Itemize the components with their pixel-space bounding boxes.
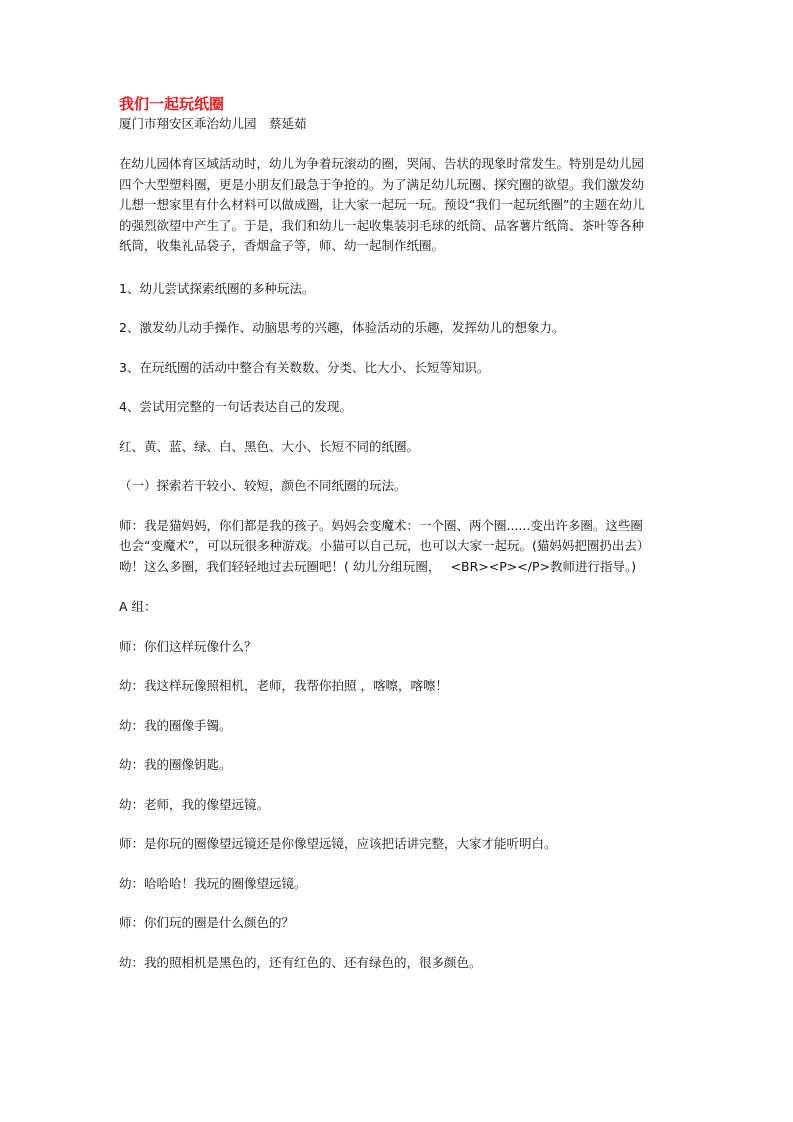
- dialogue-line: 幼：我这样玩像照相机，老师，我帮你拍照 ，喀嚓，喀嚓！: [119, 678, 448, 693]
- intro-line: 儿想一想家里有什么材料可以做成圈，让大家一起玩一玩。预设“我们一起玩纸圈”的主题在幼儿: [119, 197, 645, 212]
- goal-item-1: 1、幼儿尝试探索纸圈的多种玩法。: [119, 280, 315, 296]
- dialogue-line: 幼：我的照相机是黑色的，还有红色的、还有绿色的，很多颜色。: [119, 954, 482, 970]
- intro-line: 在幼儿园体育区域活动时，幼儿为争着玩滚动的圈，哭闹、告状的现象时常发生。特别是幼儿园: [119, 156, 645, 171]
- teacher-line: 也会“变魔术”，可以玩很多种游戏。小猫可以自己玩，也可以大家一起玩。(猫妈妈把圈扔出去）: [119, 538, 650, 553]
- section-heading: （一）探索若干较小、较短，颜色不同纸圈的玩法。: [119, 478, 407, 493]
- author-line: 厦门市翔安区乖治幼儿园 蔡延茹: [119, 116, 307, 131]
- teacher-paragraph: [119, 516, 679, 578]
- dialogue-line: 幼：老师，我的像望远镜。: [119, 796, 270, 812]
- materials-paragraph: 红、黄、蓝、绿、白、黑色、大小、长短不同的纸圈。: [119, 438, 420, 454]
- intro-line: 纸筒，收集礼品袋子，香烟盒子等，师、幼一起制作纸圈。: [119, 238, 445, 253]
- dialogue-line: 幼：我的圈像手镯。: [119, 717, 232, 733]
- dialogue-line: 幼：我的圈像钥匙。: [119, 757, 232, 772]
- document-title: 我们一起玩纸圈: [119, 95, 225, 113]
- intro-line: 的强烈欲望中产生了。于是，我们和幼儿一起收集装羽毛球的纸筒、品客薯片纸筒、茶叶等各种: [119, 217, 645, 233]
- dialogue-line: 幼：哈哈哈！我玩的圈像望远镜。: [119, 875, 307, 891]
- teacher-line: 呦！这么多圈，我们轻轻地过去玩圈吧！( 幼儿分组玩圈， <BR><P></P>教师进行指导。): [119, 558, 637, 574]
- dialogue-line: 师：是你玩的圈像望远镜还是你像望远镜，应该把话讲完整，大家才能听明白。: [119, 836, 557, 851]
- dialogue-line: 师：你们玩的圈是什么颜色的？: [119, 915, 295, 930]
- goal-item-3: 3、在玩纸圈的活动中整合有关数数、分类、比大小、长短等知识。: [119, 359, 490, 375]
- dialogue-line: 师：你们这样玩像什么？: [119, 638, 257, 654]
- group-label: A 组：: [119, 599, 157, 614]
- intro-paragraph: [119, 154, 679, 257]
- goal-item-2: 2、激发幼儿动手操作、动脑思考的兴趣，体验活动的乐趣，发挥幼儿的想象力。: [119, 320, 565, 335]
- document-content: [119, 94, 679, 992]
- teacher-line: 师：我是猫妈妈，你们都是我的孩子。妈妈会变魔术：一个圈、两个圈......变出许多圈。这些圈: [119, 517, 643, 533]
- goal-item-4: 4、尝试用完整的一句话表达自己的发现。: [119, 399, 352, 414]
- intro-line: 四个大型塑料圈，更是小朋友们最急于争抢的。为了满足幼儿玩圈、探究圈的欲望。我们激发幼: [119, 176, 645, 192]
